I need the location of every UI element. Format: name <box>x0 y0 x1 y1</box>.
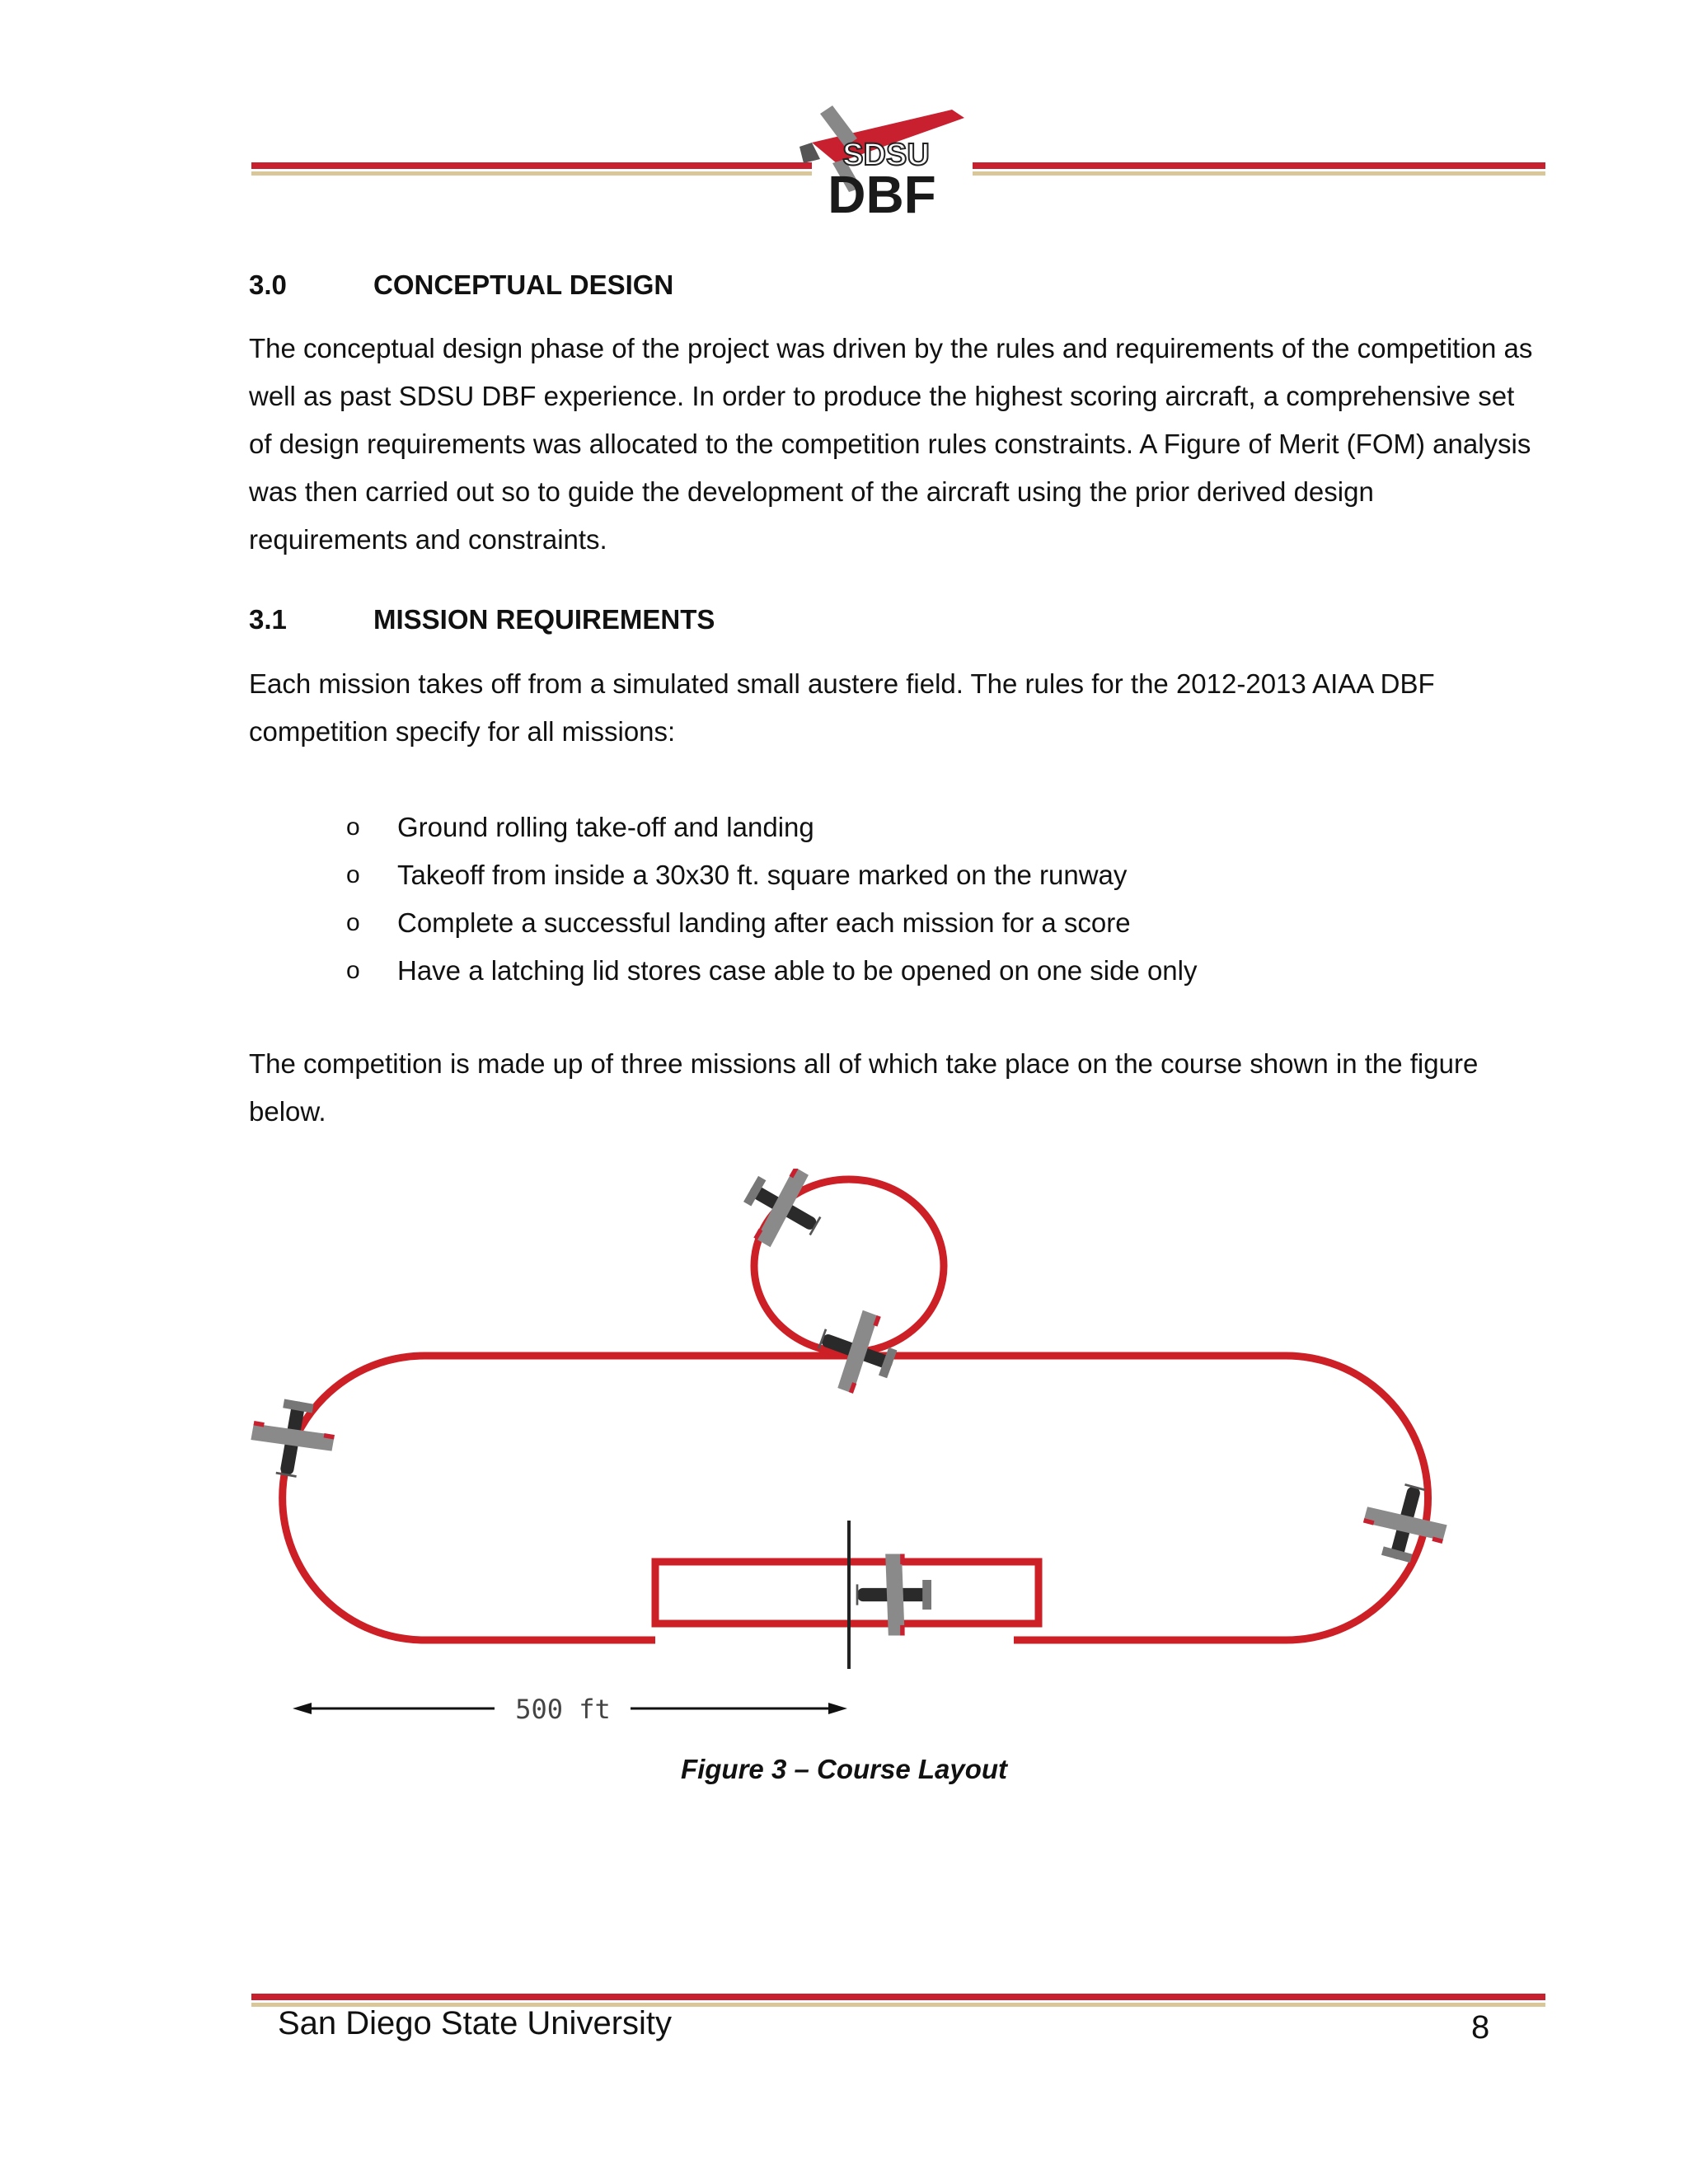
page-number: 8 <box>1471 2009 1490 2046</box>
footer-institution: San Diego State University <box>278 2005 673 2041</box>
section-heading-3-1 <box>249 604 715 635</box>
header-rule-left <box>251 162 812 179</box>
bullet-glyph: o <box>346 813 360 841</box>
bullet-glyph: o <box>346 909 360 936</box>
runway-box <box>655 1562 1039 1624</box>
scale-label: 500 ft <box>515 1694 611 1725</box>
mission-rules-list <box>346 804 1198 995</box>
figure-caption: Figure 3 – Course Layout <box>680 1754 1008 1784</box>
section-heading-3-0 <box>249 269 673 301</box>
course-track <box>283 1356 1428 1640</box>
svg-text:DBF: DBF <box>828 165 936 224</box>
conceptual-design-paragraph: The conceptual design phase of the project was driven by the rules and requirements of the competition as well as past SDSU DBF experience. In order to produce the highest scoring aircraft, a comprehensive set of design requirements was allocated to the competition rules constraints. A Figure of Merit (FOM) analysis was then carried out so to guide the development of the aircraft using the prior derived design requirements and constraints. <box>249 333 1533 555</box>
svg-text:SDSU: SDSU <box>842 138 930 172</box>
list-item: o Takeoff from inside a 30x30 ft. square marked on the runway <box>346 851 1198 899</box>
section-number: 3.1 <box>249 604 287 635</box>
course-intro-paragraph: The competition is made up of three missions all of which take place on the course shown in the figure below. <box>249 1048 1479 1127</box>
list-item: o Have a latching lid stores case able to be opened on one side only <box>346 947 1198 995</box>
section-number: 3.0 <box>249 269 287 300</box>
list-item: o Complete a successful landing after each mission for a score <box>346 899 1198 947</box>
sdsu-dbf-logo <box>787 97 985 233</box>
bullet-glyph: o <box>346 957 360 984</box>
list-item: o Ground rolling take-off and landing <box>346 804 1198 851</box>
section-title: MISSION REQUIREMENTS <box>373 604 715 635</box>
airplane-icon <box>1357 1477 1455 1570</box>
section-title: CONCEPTUAL DESIGN <box>373 269 674 300</box>
mission-requirements-paragraph: Each mission takes off from a simulated small austere field. The rules for the 2012-2013 AIAA DBF competition specify for all missions: <box>249 668 1435 747</box>
header-rule-right <box>973 162 1545 179</box>
course-layout-figure <box>223 1169 1475 1746</box>
airplane-icon <box>246 1394 339 1482</box>
bullet-glyph: o <box>346 861 360 888</box>
